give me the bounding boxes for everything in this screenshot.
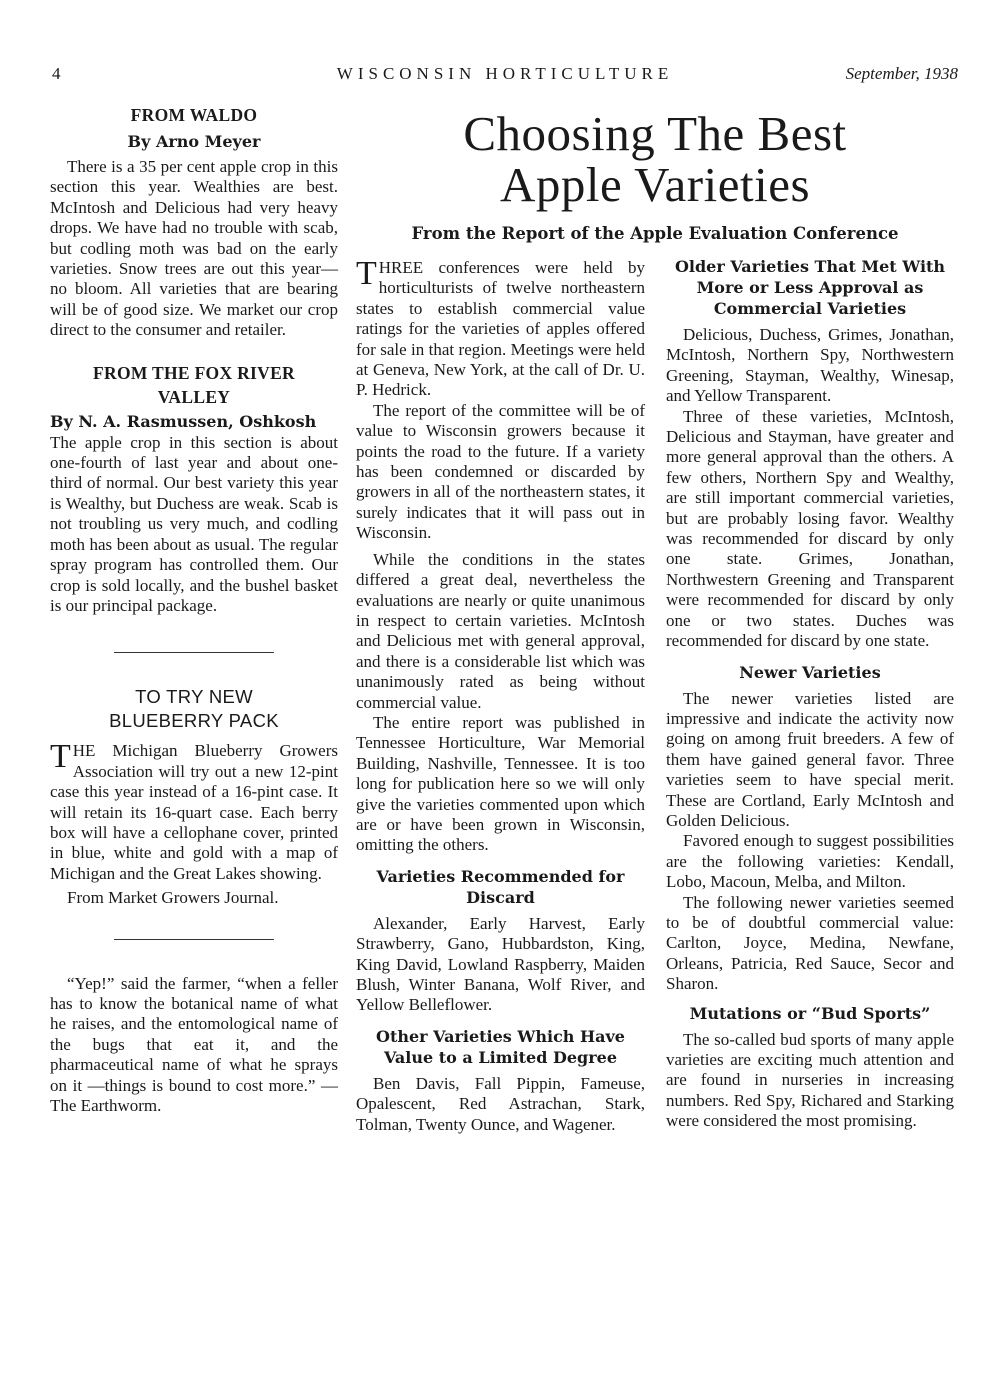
article-p4: The entire report was published in Tennessee Horticulture, War Memorial Building, Nashville, Tennessee. It is too long for publication here so we will only give the varieties commented upon which are or have been grown in Wisconsin, omitting the others. [356,712,645,855]
fox-byline: By N. A. Rasmussen, Oshkosh [50,411,317,431]
waldo-heading: FROM WALDO [130,105,258,125]
fox-heading: FROM THE FOX RIVER VALLEY [93,362,295,407]
older-p2: Three of these varieties, McIntosh, Delicious and Stayman, have greater and more general approval than the others. A few others, Northern Spy and Wealthy, are still important commercial varieties, but are probably losing favor. Wealthy was recommended for discard by only one state. Grimes, Jonathan, Northwestern Greening and Transparent were recommended for discard by only one or two states. Duches was recommended for discard by one state. [666,406,954,651]
issue-date: September, 1938 [845,64,958,83]
waldo-body: There is a 35 per cent apple crop in this section this year. Wealthies are best. McIntosh and Delicious had very heavy drops. We have had no trouble with scab, but codling moth was bad on the early varieties. Snow trees are out this year—no bloom. All varieties that are bearing will be of good size. We market our crop direct to the consumer and retailer. [50,157,338,340]
discard-heading: Varieties Recommended for Discard [376,866,625,907]
blueberry-body: THE Michigan Blueberry Growers Association will try out a new 12-pint case this year instead of a 16-pint case. It will retain its 16-quart case. Each berry box will have a cellophane cover, printed in blue, white and gold with a map of Michigan and the Great Lakes showing. [50,738,338,883]
blueberry-heading: TO TRY NEW BLUEBERRY PACK [109,686,279,732]
waldo-byline: By Arno Meyer [127,132,261,151]
article-title: Choosing The Best Apple Varieties [463,106,847,212]
limited-list: Ben Davis, Fall Pippin, Fameuse, Opalescent, Red Astrachan, Stark, Tolman, Twenty Ounce, and Wagener. [356,1073,645,1134]
mutations-p: The so-called bud sports of many apple varieties are exciting much attention and are found in nurseries in increasing numbers. Red Spy, Richared and Starking were considered the most promising. [666,1029,954,1131]
farmer-joke: “Yep!” said the farmer, “when a feller has to know the botanical name of what he raises, and the entomological name of the bugs that eat it, and the pharmaceutical name of what he sprays on it —things is bound to cost more.” —The Earthworm. [50,973,338,1115]
older-list: Delicious, Duchess, Grimes, Jonathan, McIntosh, Northern Spy, Northwestern Greening, Stayman, Wealthy, Winesap, and Yellow Transparent. [666,325,954,406]
drop-cap: T [50,738,71,776]
magazine-title: WISCONSIN HORTICULTURE [336,64,674,83]
left-column [50,104,338,1116]
newer-p3: The following newer varieties seemed to be of doubtful commercial value: Carlton, Joyce, Medina, Newfane, Orleans, Patricia, Red Sauce, Secor and Sharon. [666,892,954,994]
mutations-heading: Mutations or “Bud Sports” [689,1003,931,1023]
right-column [666,256,954,1132]
discard-list: Alexander, Early Harvest, Early Strawberry, Gano, Hubbardston, King, King David, Lowland Raspberry, Maiden Blush, Winter Banana, Wolf River, and Yellow Belleflower. [356,913,645,1015]
article-p1: THREE conferences were held by horticulturists of twelve northeastern states to establish commercial value ratings for the varieties of apples offered for sale in that region. Meetings were held at Geneva, New York, at the call of Dr. U. P. Hedrick. [356,255,645,400]
newer-heading: Newer Varieties [739,662,881,682]
newer-p1: The newer varieties listed are impressive and indicate the activity now going on among fruit breeders. A few of them have gained general favor. Three varieties seem to have special merit. These are Cortland, Early McIntosh and Golden Delicious. [666,688,954,830]
newer-p2: Favored enough to suggest possibilities are the following varieties: Kendall, Lobo, Macoun, Melba, and Milton. [666,831,954,892]
running-header [52,64,958,88]
article-subtitle: From the Report of the Apple Evaluation Conference [411,224,899,243]
fox-body: The apple crop in this section is about one-fourth of last year and about one-third of normal. Our best variety this year is Wealthy, but Duchess are weak. Scab is not troubling us very much, and codling moth has been about as usual. The regular spray program has controlled them. Our crop is sold locally, and the bushel basket is our principal package. [50,432,338,615]
drop-cap: T [356,255,377,292]
middle-column [356,255,645,1135]
limited-heading: Other Varieties Which Have Value to a Limited Degree [376,1026,625,1067]
page-number: 4 [52,64,61,83]
article-p3: While the conditions in the states differed a great deal, nevertheless the evaluations are nearly or quite unanimous in respect to certain varieties. McIntosh and Delicious met with general approval, and there is a considerable list which was unanimously rated as being without commercial value. [356,549,645,712]
blueberry-source: From Market Growers Journal. [67,888,279,908]
article-headline [356,108,954,243]
older-heading: Older Varieties That Met With More or Less Approval as Commercial Varieties [674,257,946,318]
article-p2: The report of the committee will be of value to Wisconsin growers because it points the road to the future. If a variety has been condemned or discarded by growers in all of the northeastern states, it surely indicates that it will pass out in Wisconsin. [356,400,645,543]
